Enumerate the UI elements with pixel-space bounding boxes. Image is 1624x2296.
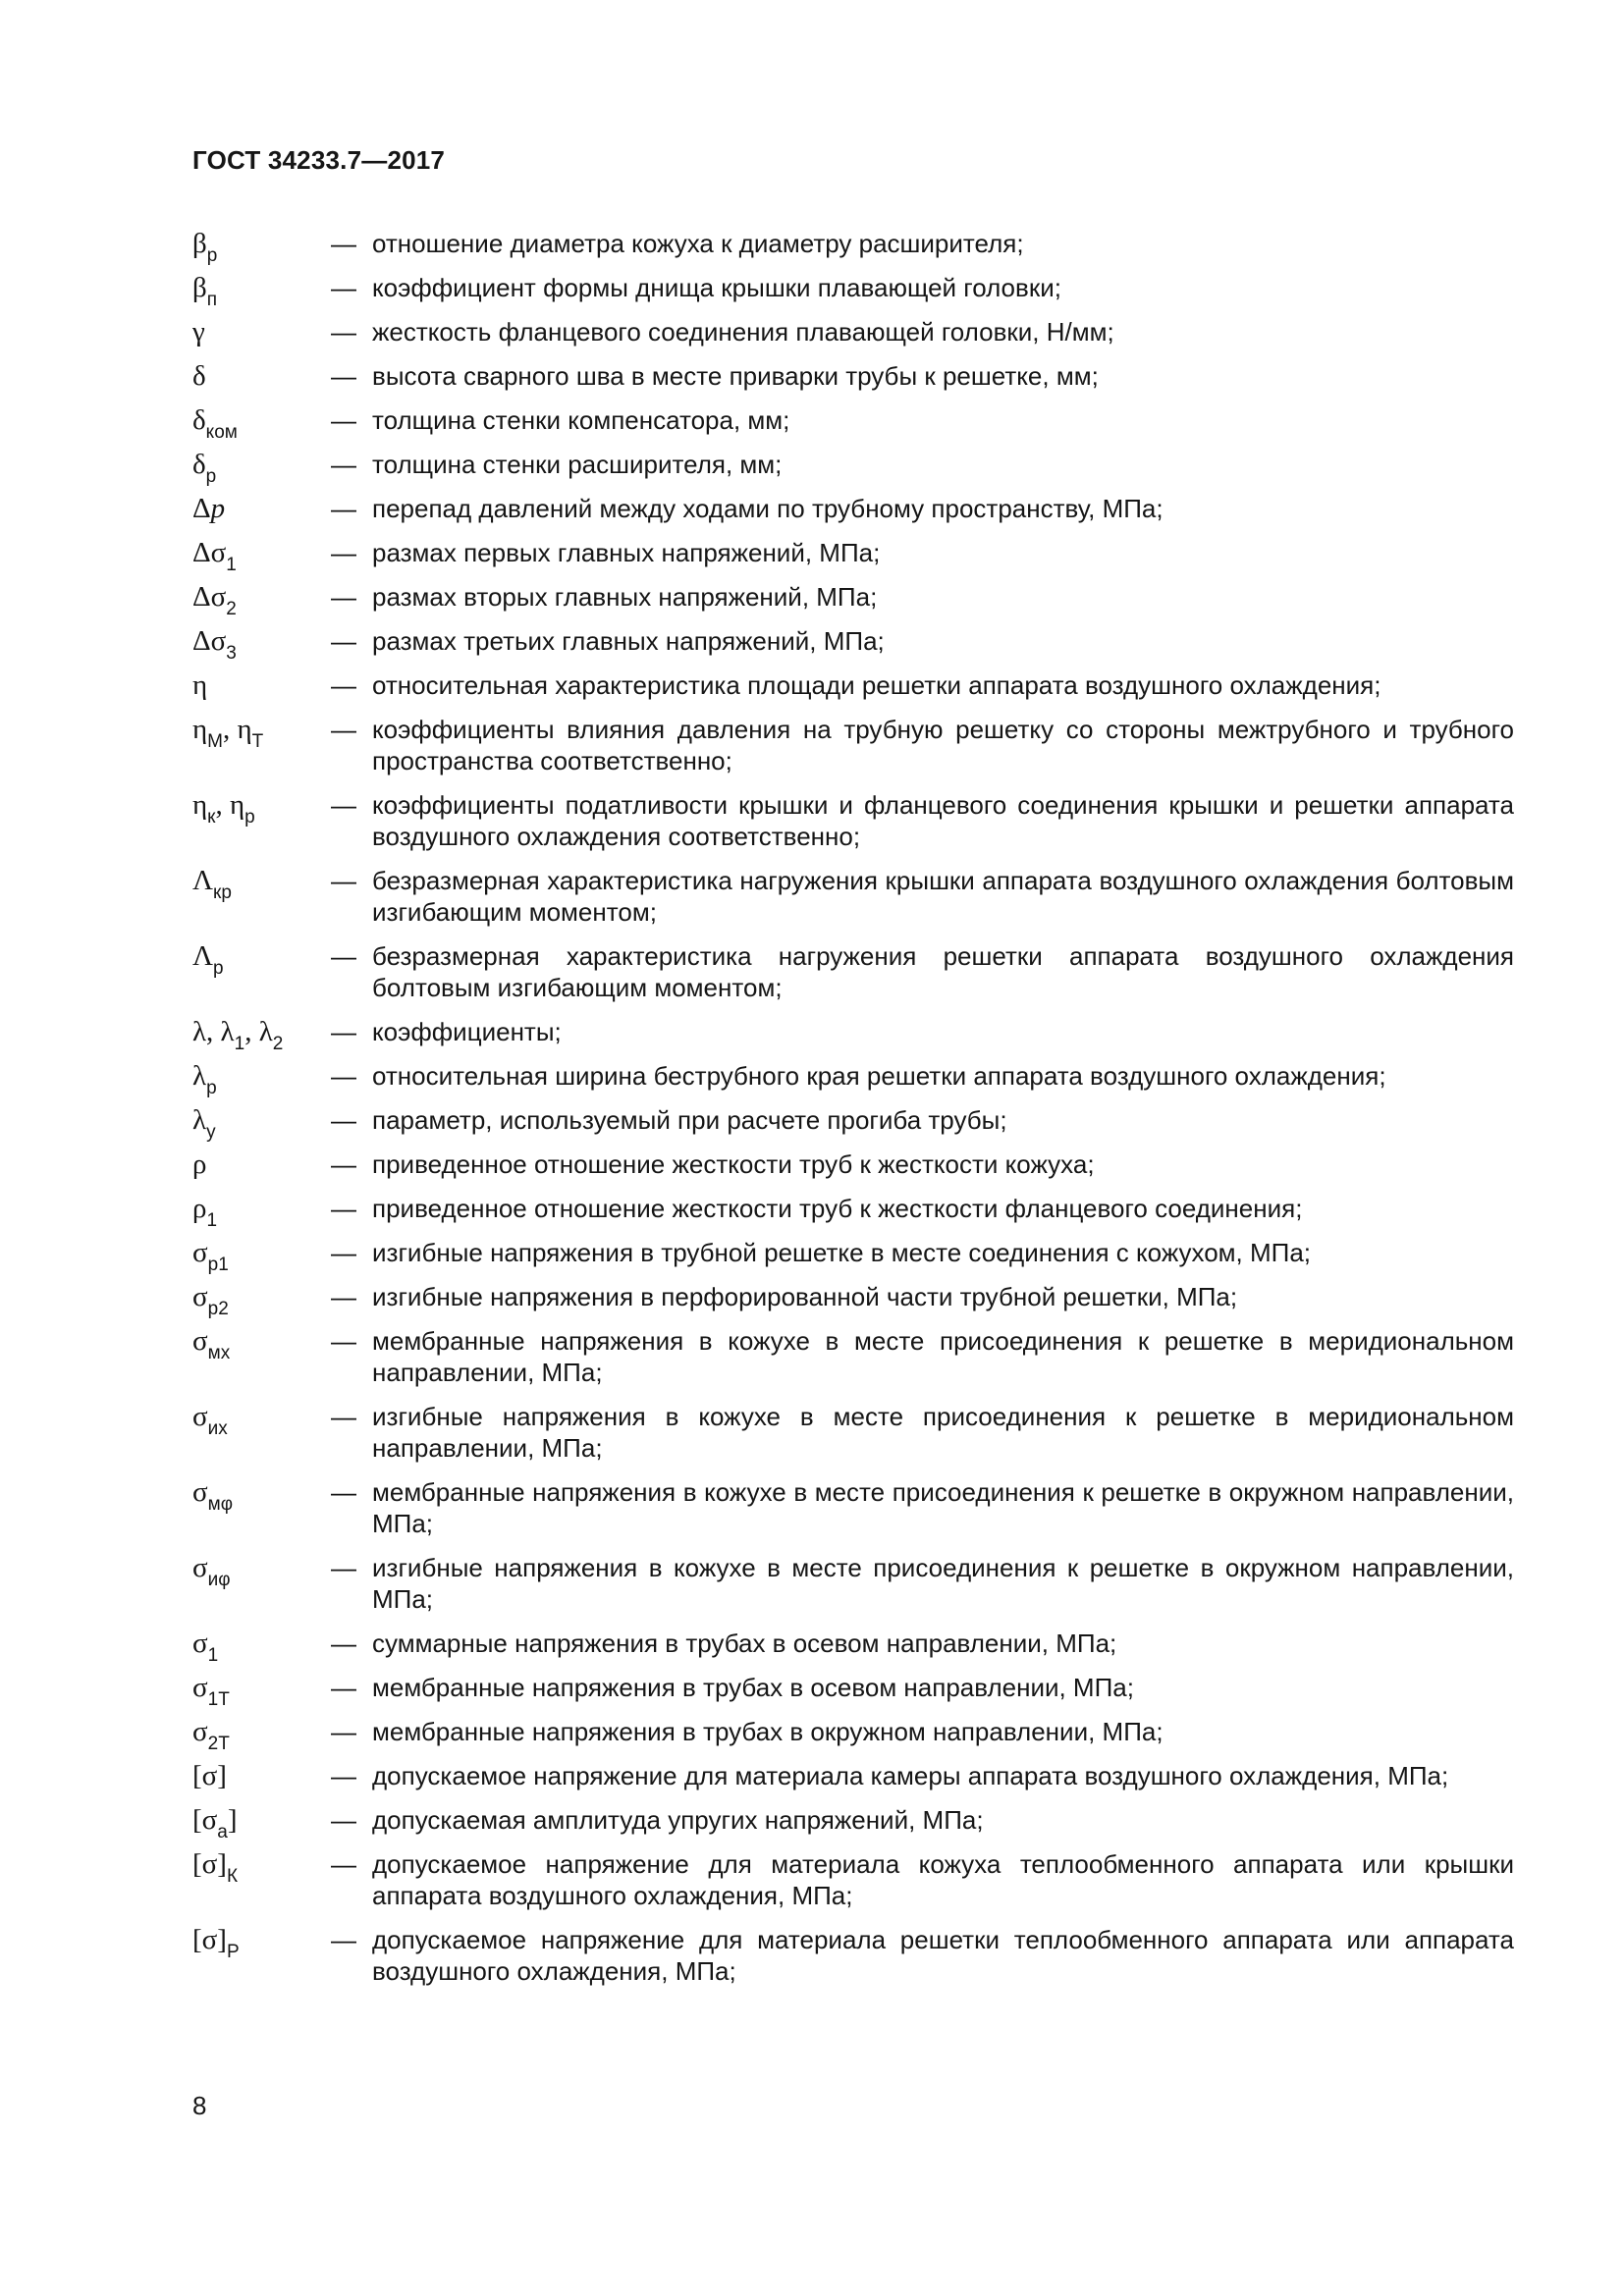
definition-symbol — [192, 1401, 330, 1439]
definition-row — [192, 493, 1514, 524]
definition-row — [192, 1476, 1514, 1539]
definition-row — [192, 1924, 1514, 1987]
symbol-base: δ — [192, 404, 206, 436]
definition-text: допускаемое напряжение для материала камеры аппарата воздушного охлаждения, МПа; — [372, 1761, 1449, 1790]
symbol-base: Λ — [192, 865, 214, 896]
symbol-subscript: 2 — [226, 599, 237, 619]
definition-row — [192, 1104, 1514, 1143]
definition-dash: — — [331, 405, 356, 435]
definition-dash: — — [331, 1925, 356, 1954]
definition-symbol — [192, 360, 330, 392]
definition-symbol — [192, 1716, 330, 1754]
symbol-base: σ — [192, 1672, 208, 1703]
definition-row — [192, 537, 1514, 575]
definition-row — [192, 316, 1514, 347]
definition-dash: — — [331, 1805, 356, 1835]
symbol-base: σ — [192, 1552, 208, 1583]
definition-row — [192, 1552, 1514, 1615]
definition-text: толщина стенки компенсатора, мм; — [372, 405, 790, 435]
definition-symbol — [192, 714, 330, 752]
symbol-subscript: 3 — [226, 643, 237, 664]
definition-row — [192, 1804, 1514, 1842]
definition-row — [192, 1060, 1514, 1098]
symbol-base: λ — [192, 1060, 207, 1092]
symbol-base: , η — [215, 789, 245, 821]
symbol-subscript: 1 — [226, 555, 237, 575]
definition-symbol — [192, 789, 330, 828]
definition-text: изгибные напряжения в кожухе в месте присоединения к решетке в меридиональном направлении, МПа; — [372, 1402, 1514, 1463]
definition-symbol — [192, 1848, 330, 1887]
definition-dash: — — [331, 1326, 356, 1356]
symbol-base: σ — [192, 1401, 208, 1432]
symbol-subscript: р — [206, 1078, 217, 1098]
definition-text: мембранные напряжения в кожухе в месте присоединения к решетке в меридиональном направлении, МПа; — [372, 1326, 1514, 1387]
definition-symbol — [192, 537, 330, 575]
symbol-base: λ, λ — [192, 1016, 235, 1047]
symbol-subscript: кр — [213, 882, 232, 903]
definition-dash: — — [331, 1761, 356, 1790]
definition-symbol — [192, 581, 330, 619]
definition-dash: — — [331, 1105, 356, 1135]
definition-text: допускаемая амплитуда упругих напряжений, МПа; — [372, 1805, 984, 1835]
definition-row — [192, 625, 1514, 664]
symbol-base: [σ] — [192, 1760, 227, 1791]
definition-dash: — — [331, 450, 356, 479]
symbol-subscript: 1Т — [207, 1689, 230, 1710]
symbol-subscript: a — [217, 1822, 228, 1842]
definition-dash: — — [331, 1717, 356, 1746]
definition-row — [192, 1237, 1514, 1275]
definition-row — [192, 1848, 1514, 1911]
definition-symbol — [192, 1760, 330, 1791]
definition-dash: — — [331, 1629, 356, 1658]
symbol-subscript: 1 — [206, 1210, 218, 1231]
definition-row — [192, 1628, 1514, 1666]
symbol-base: , η — [223, 714, 252, 745]
definition-text: изгибные напряжения в кожухе в месте присоединения к решетке в окружном направлении, МПа; — [372, 1553, 1514, 1614]
definition-text: относительная характеристика площади решетки аппарата воздушного охлаждения; — [372, 670, 1381, 700]
definition-text: безразмерная характеристика нагружения решетки аппарата воздушного охлаждения болтовым изгибающим моментом; — [372, 941, 1514, 1002]
symbol-base: ρ — [192, 1193, 207, 1224]
symbol-base: [σ] — [192, 1848, 227, 1880]
symbol-subscript: у — [206, 1122, 216, 1143]
definition-symbol — [192, 1148, 330, 1180]
document-header: ГОСТ 34233.7—2017 — [192, 145, 446, 175]
definition-dash: — — [331, 1194, 356, 1223]
symbol-base: β — [192, 228, 207, 259]
definition-row — [192, 404, 1514, 443]
symbol-base: ρ — [192, 1148, 207, 1180]
symbol-base: σ — [192, 1476, 208, 1508]
definition-symbol — [192, 1281, 330, 1319]
definition-dash: — — [331, 1238, 356, 1267]
definition-dash: — — [331, 1553, 356, 1582]
definition-dash: — — [331, 626, 356, 656]
definition-row — [192, 865, 1514, 928]
symbol-subscript: Р — [226, 1942, 240, 1962]
definition-text: коэффициенты; — [372, 1017, 562, 1046]
definition-dash: — — [331, 317, 356, 347]
definition-text: мембранные напряжения в трубах в окружном направлении, МПа; — [372, 1717, 1164, 1746]
symbol-base: η — [192, 789, 208, 821]
symbol-subscript: М — [207, 731, 223, 752]
definition-text: размах третьих главных напряжений, МПа; — [372, 626, 885, 656]
symbol-subscript: р — [244, 807, 255, 828]
definition-symbol — [192, 1237, 330, 1275]
definition-dash: — — [331, 229, 356, 258]
symbol-base: Δσ — [192, 537, 227, 568]
definition-text: высота сварного шва в месте приварки трубы к решетке, мм; — [372, 361, 1099, 391]
symbol-base: σ — [192, 1281, 208, 1312]
definition-symbol — [192, 1804, 330, 1842]
symbol-base: ] — [227, 1804, 238, 1836]
definition-dash: — — [331, 866, 356, 895]
symbol-base: [σ] — [192, 1924, 227, 1955]
symbol-base: η — [192, 669, 208, 701]
symbol-subscript: их — [207, 1418, 228, 1439]
definition-text: относительная ширина беструбного края решетки аппарата воздушного охлаждения; — [372, 1061, 1386, 1091]
symbol-subscript: мх — [207, 1343, 231, 1363]
symbol-subscript: р2 — [207, 1299, 229, 1319]
definition-symbol — [192, 272, 330, 310]
symbol-base: η — [192, 714, 208, 745]
definition-text: допускаемое напряжение для материала решетки теплообменного аппарата или аппарата воздушного охлаждения, МПа; — [372, 1925, 1514, 1986]
definition-text: отношение диаметра кожуха к диаметру расширителя; — [372, 229, 1024, 258]
definition-text: приведенное отношение жесткости труб к жесткости фланцевого соединения; — [372, 1194, 1303, 1223]
definition-row — [192, 1401, 1514, 1464]
definition-text: изгибные напряжения в перфорированной части трубной решетки, МПа; — [372, 1282, 1238, 1311]
symbol-base: Λ — [192, 940, 214, 972]
definition-dash: — — [331, 273, 356, 302]
symbol-subscript: 2 — [272, 1034, 284, 1054]
definition-symbol — [192, 1552, 330, 1590]
definition-text: безразмерная характеристика нагружения крышки аппарата воздушного охлаждения болтовым изгибающим моментом; — [372, 866, 1514, 927]
definition-symbol — [192, 1628, 330, 1666]
definition-symbol — [192, 1325, 330, 1363]
definition-dash: — — [331, 1673, 356, 1702]
definition-text: перепад давлений между ходами по трубному пространству, МПа; — [372, 494, 1164, 523]
definition-row — [192, 1672, 1514, 1710]
symbol-subscript: р — [206, 245, 218, 266]
symbol-base: λ — [192, 1104, 207, 1136]
definition-row — [192, 228, 1514, 266]
symbol-base: Δ — [192, 493, 211, 524]
definition-row — [192, 360, 1514, 392]
definition-symbol — [192, 1016, 330, 1054]
definition-dash: — — [331, 1061, 356, 1091]
definition-symbol — [192, 1060, 330, 1098]
page-number: 8 — [192, 2091, 207, 2120]
definition-symbol — [192, 1924, 330, 1962]
symbol-subscript: Т — [251, 731, 264, 752]
symbol-base: σ — [192, 1325, 208, 1357]
definition-row — [192, 669, 1514, 701]
symbol-subscript: иφ — [207, 1570, 231, 1590]
definition-dash: — — [331, 715, 356, 744]
symbol-base: δ — [192, 449, 206, 480]
definition-text: толщина стенки расширителя, мм; — [372, 450, 783, 479]
definition-symbol — [192, 449, 330, 487]
definition-symbol — [192, 404, 330, 443]
symbol-base: β — [192, 272, 207, 303]
definition-dash: — — [331, 1282, 356, 1311]
definition-text: мембранные напряжения в кожухе в месте присоединения к решетке в окружном направлении, МПа; — [372, 1477, 1514, 1538]
symbol-base: σ — [192, 1237, 208, 1268]
definition-row — [192, 1016, 1514, 1054]
definition-dash: — — [331, 361, 356, 391]
definition-symbol — [192, 940, 330, 979]
definition-symbol — [192, 316, 330, 347]
definitions-list — [192, 228, 1514, 2000]
definition-dash: — — [331, 538, 356, 567]
symbol-base: [σ — [192, 1804, 218, 1836]
symbol-subscript: 1 — [234, 1034, 245, 1054]
symbol-base: δ — [192, 360, 206, 392]
definition-row — [192, 940, 1514, 1003]
definition-symbol — [192, 1672, 330, 1710]
definition-row — [192, 714, 1514, 776]
definition-dash: — — [331, 1849, 356, 1879]
definition-row — [192, 1193, 1514, 1231]
definition-row — [192, 272, 1514, 310]
definition-dash: — — [331, 790, 356, 820]
definition-row — [192, 789, 1514, 852]
symbol-base: Δσ — [192, 581, 227, 613]
definition-row — [192, 1760, 1514, 1791]
symbol-subscript: р — [205, 466, 217, 487]
definition-row — [192, 449, 1514, 487]
definition-symbol — [192, 1476, 330, 1515]
definition-dash: — — [331, 941, 356, 971]
symbol-subscript: 2Т — [207, 1734, 230, 1754]
definition-row — [192, 1281, 1514, 1319]
definition-row — [192, 1716, 1514, 1754]
definition-symbol — [192, 228, 330, 266]
definition-symbol — [192, 1193, 330, 1231]
definition-text: коэффициенты податливости крышки и фланцевого соединения крышки и решетки аппарата воздушного охлаждения соответственно; — [372, 790, 1514, 851]
definition-dash: — — [331, 1477, 356, 1507]
definition-row — [192, 1325, 1514, 1388]
definition-dash: — — [331, 494, 356, 523]
symbol-subscript: К — [226, 1866, 239, 1887]
definition-symbol — [192, 1104, 330, 1143]
symbol-base: σ — [192, 1628, 208, 1659]
symbol-base: Δσ — [192, 625, 227, 657]
definition-symbol — [192, 669, 330, 701]
definition-dash: — — [331, 1402, 356, 1431]
symbol-subscript: мφ — [207, 1494, 234, 1515]
symbol-base: , λ — [244, 1016, 273, 1047]
definition-text: жесткость фланцевого соединения плавающей головки, Н/мм; — [372, 317, 1114, 347]
definition-text: размах первых главных напряжений, МПа; — [372, 538, 881, 567]
symbol-subscript: 1 — [207, 1645, 219, 1666]
definition-dash: — — [331, 1017, 356, 1046]
definition-text: приведенное отношение жесткости труб к жесткости кожуха; — [372, 1149, 1095, 1179]
definition-text: размах вторых главных напряжений, МПа; — [372, 582, 878, 612]
definition-dash: — — [331, 670, 356, 700]
definition-dash: — — [331, 1149, 356, 1179]
symbol-subscript: ком — [205, 422, 238, 443]
definition-text: коэффициенты влияния давления на трубную решетку со стороны межтрубного и трубного пространства соответственно; — [372, 715, 1514, 775]
definition-text: мембранные напряжения в трубах в осевом направлении, МПа; — [372, 1673, 1134, 1702]
definition-text: коэффициент формы днища крышки плавающей головки; — [372, 273, 1061, 302]
definition-symbol — [192, 865, 330, 903]
definition-row — [192, 1148, 1514, 1180]
symbol-subscript: р1 — [207, 1255, 229, 1275]
symbol-base: p — [210, 493, 226, 524]
symbol-base: γ — [192, 316, 205, 347]
symbol-subscript: п — [206, 290, 218, 310]
definition-text: суммарные напряжения в трубах в осевом направлении, МПа; — [372, 1629, 1117, 1658]
definition-text: параметр, используемый при расчете прогиба трубы; — [372, 1105, 1007, 1135]
definition-text: допускаемое напряжение для материала кожуха теплообменного аппарата или крышки аппарата воздушного охлаждения, МПа; — [372, 1849, 1514, 1910]
definition-dash: — — [331, 582, 356, 612]
definition-symbol — [192, 493, 330, 524]
symbol-subscript: к — [207, 807, 216, 828]
definition-symbol — [192, 625, 330, 664]
symbol-base: σ — [192, 1716, 208, 1747]
symbol-subscript: р — [213, 958, 224, 979]
definition-row — [192, 581, 1514, 619]
definition-text: изгибные напряжения в трубной решетке в месте соединения с кожухом, МПа; — [372, 1238, 1312, 1267]
